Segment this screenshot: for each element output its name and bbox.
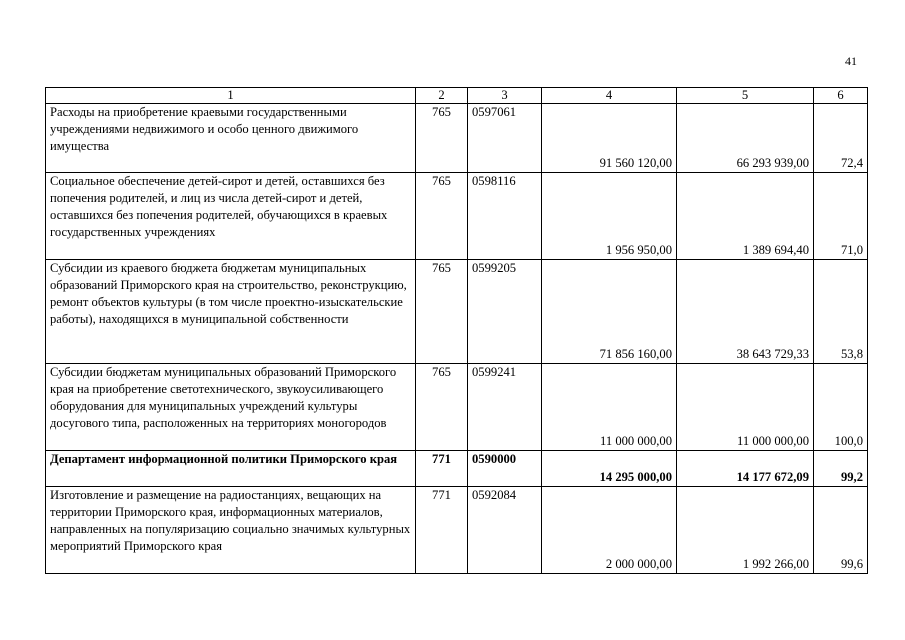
row-percent: 72,4 (814, 104, 868, 173)
row-target-code: 0598116 (468, 173, 542, 260)
page-number: 41 (845, 54, 857, 68)
row-actual: 1 389 694,40 (677, 173, 814, 260)
budget-table (45, 87, 868, 574)
row-admin-code: 765 (416, 173, 468, 260)
row-name: Департамент информационной политики Приморского края (46, 451, 416, 487)
row-admin-code: 771 (416, 451, 468, 487)
table-row-department (46, 451, 868, 487)
column-header: 4 (542, 88, 677, 104)
column-header: 2 (416, 88, 468, 104)
table-row (46, 364, 868, 451)
row-actual: 38 643 729,33 (677, 260, 814, 364)
row-planned: 71 856 160,00 (542, 260, 677, 364)
row-admin-code: 771 (416, 487, 468, 574)
row-planned: 91 560 120,00 (542, 104, 677, 173)
table-row (46, 260, 868, 364)
column-header: 5 (677, 88, 814, 104)
row-percent: 71,0 (814, 173, 868, 260)
row-name: Расходы на приобретение краевыми государственными учреждениями недвижимого и особо ценного движимого имущества (46, 104, 416, 173)
table-header-row (46, 88, 868, 104)
column-header: 1 (46, 88, 416, 104)
table-row (46, 173, 868, 260)
row-percent: 99,2 (814, 451, 868, 487)
row-target-code: 0597061 (468, 104, 542, 173)
row-name: Субсидии из краевого бюджета бюджетам муниципальных образований Приморского края на строительство, реконструкцию, ремонт объектов культуры (в том числе проектно-изыскательские работы), находящихся в муниципальной собственности (46, 260, 416, 364)
row-percent: 53,8 (814, 260, 868, 364)
row-actual: 14 177 672,09 (677, 451, 814, 487)
row-target-code: 0592084 (468, 487, 542, 574)
table-row (46, 487, 868, 574)
row-target-code: 0599205 (468, 260, 542, 364)
row-actual: 66 293 939,00 (677, 104, 814, 173)
row-admin-code: 765 (416, 104, 468, 173)
row-target-code: 0590000 (468, 451, 542, 487)
column-header: 3 (468, 88, 542, 104)
row-percent: 99,6 (814, 487, 868, 574)
row-percent: 100,0 (814, 364, 868, 451)
row-admin-code: 765 (416, 364, 468, 451)
row-name: Изготовление и размещение на радиостанциях, вещающих на территории Приморского края, информационных материалов, направленных на популяризацию социально значимых культурных мероприятий Приморского края (46, 487, 416, 574)
row-planned: 2 000 000,00 (542, 487, 677, 574)
row-planned: 1 956 950,00 (542, 173, 677, 260)
table-row (46, 104, 868, 173)
row-name: Субсидии бюджетам муниципальных образований Приморского края на приобретение светотехнического, звукоусиливающего оборудования для муниципальных учреждений культуры досугового типа, расположенных на территориях моногородов (46, 364, 416, 451)
row-planned: 11 000 000,00 (542, 364, 677, 451)
column-header: 6 (814, 88, 868, 104)
row-name: Социальное обеспечение детей-сирот и детей, оставшихся без попечения родителей, и лиц из числа детей-сирот и детей, оставшихся без попечения родителей, обучающихся в краевых государственных учреждениях (46, 173, 416, 260)
row-actual: 1 992 266,00 (677, 487, 814, 574)
row-actual: 11 000 000,00 (677, 364, 814, 451)
row-admin-code: 765 (416, 260, 468, 364)
row-target-code: 0599241 (468, 364, 542, 451)
row-planned: 14 295 000,00 (542, 451, 677, 487)
